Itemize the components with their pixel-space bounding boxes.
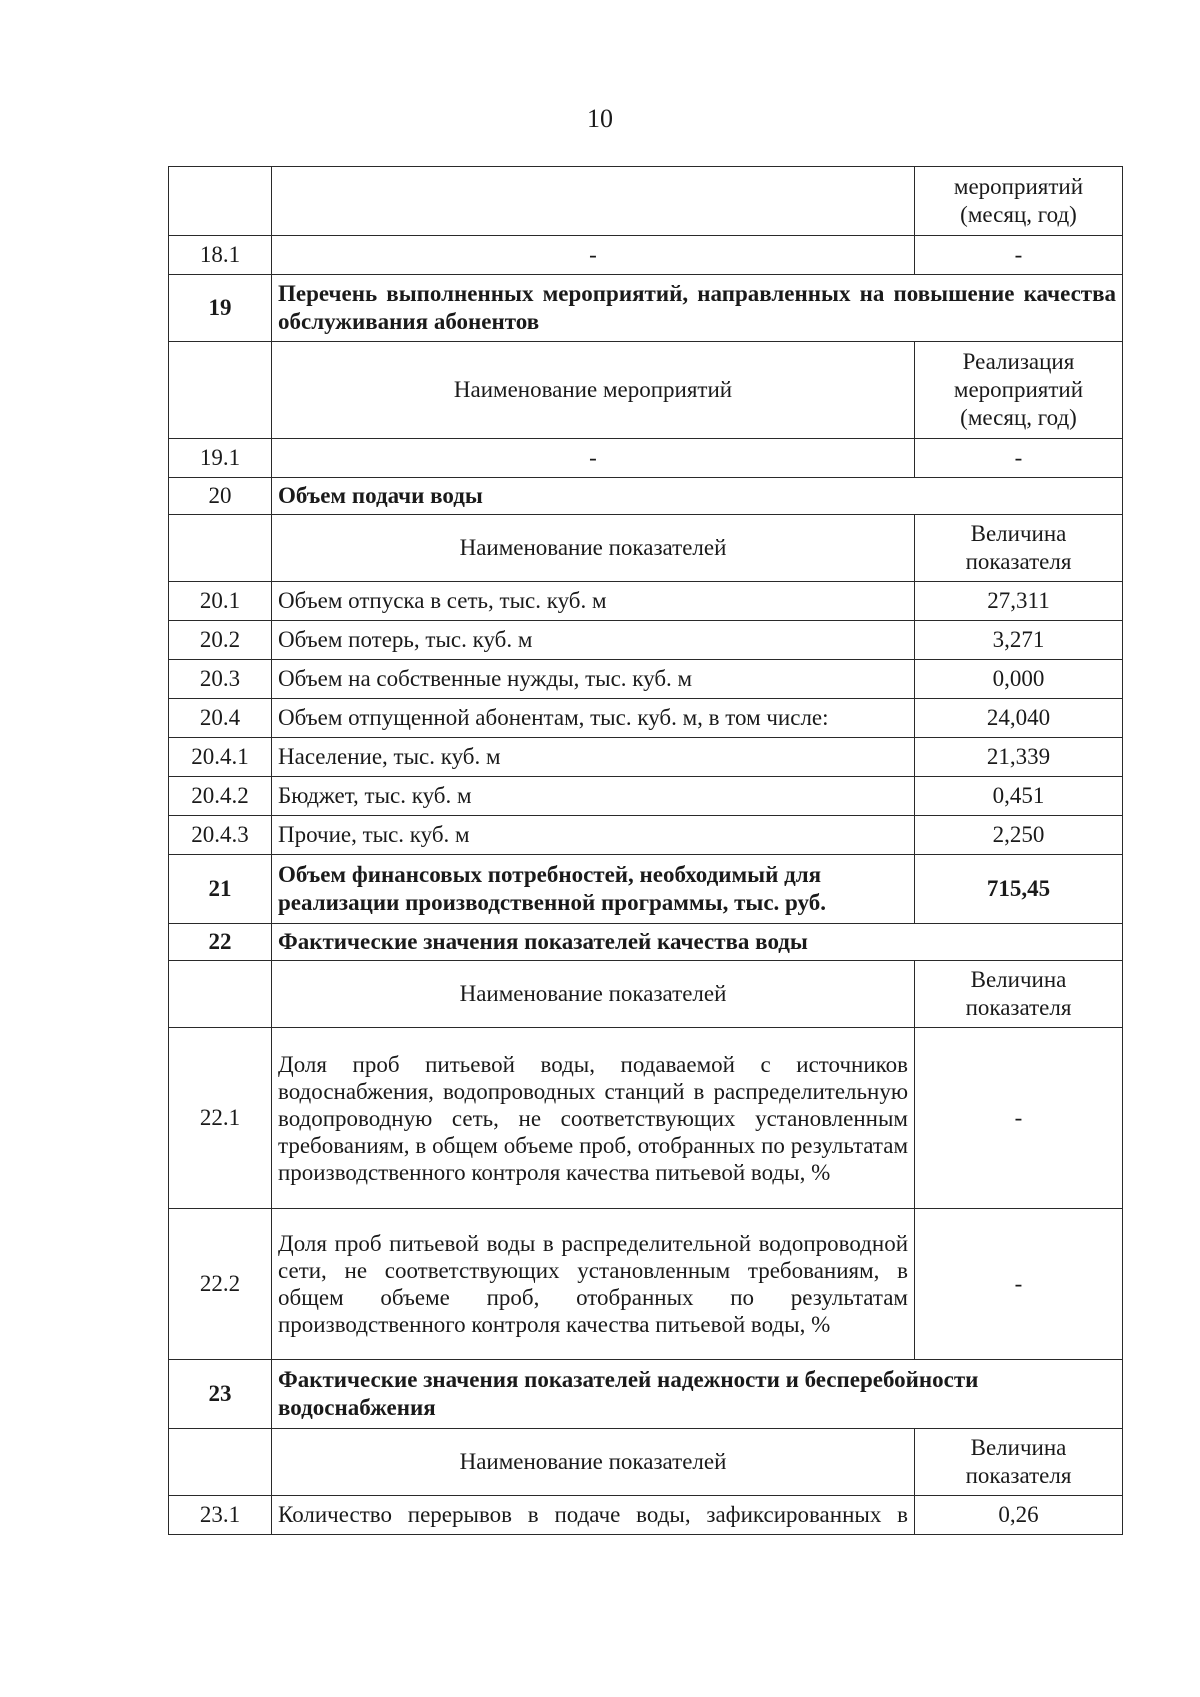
row-value: 2,250 [915, 816, 1123, 855]
page-number: 10 [587, 104, 613, 133]
section-number: 20 [169, 478, 272, 515]
row-number: 18.1 [169, 236, 272, 275]
row-number: 20.3 [169, 660, 272, 699]
table-row [169, 1028, 1123, 1209]
section-row [169, 1360, 1123, 1429]
row-value: - [915, 439, 1123, 478]
row-value: 0,26 [915, 1496, 1123, 1535]
table-row [169, 777, 1123, 816]
column-header-value: Реализация мероприятий (месяц, год) [915, 342, 1123, 439]
row-value: 0,451 [915, 777, 1123, 816]
row-name: - [272, 236, 915, 275]
table-row [169, 738, 1123, 777]
row-number: 20.4 [169, 699, 272, 738]
section-title: Фактические значения показателей надежности и бесперебойности водоснабжения [272, 1360, 1123, 1429]
row-value: 715,45 [915, 855, 1123, 924]
table-row [169, 582, 1123, 621]
section-title: Перечень выполненных мероприятий, направленных на повышение качества обслуживания абонентов [272, 275, 1123, 342]
row-name: Объем финансовых потребностей, необходимый для реализации производственной программы, тыс. руб. [272, 855, 915, 924]
row-value: - [915, 1209, 1123, 1360]
section-number: 23 [169, 1360, 272, 1429]
section-row [169, 924, 1123, 961]
section-row [169, 275, 1123, 342]
section-row [169, 478, 1123, 515]
row-name: Объем отпуска в сеть, тыс. куб. м [272, 582, 915, 621]
section-number: 22 [169, 924, 272, 961]
table-row [169, 236, 1123, 275]
table-row [169, 699, 1123, 738]
column-header-row [169, 961, 1123, 1028]
column-header-name: Наименование показателей [272, 1429, 915, 1496]
row-name: Бюджет, тыс. куб. м [272, 777, 915, 816]
row-value: 27,311 [915, 582, 1123, 621]
row-number: 23.1 [169, 1496, 272, 1535]
table-row [169, 621, 1123, 660]
row-number: 20.4.2 [169, 777, 272, 816]
row-number: 22.1 [169, 1028, 272, 1209]
table-row [169, 1209, 1123, 1360]
row-value: 21,339 [915, 738, 1123, 777]
column-header-value: Величина показателя [915, 1429, 1123, 1496]
row-value: - [915, 236, 1123, 275]
table-row [169, 855, 1123, 924]
row-name: - [272, 439, 915, 478]
row-name: Объем отпущенной абонентам, тыс. куб. м, в том числе: [272, 699, 915, 738]
row-number: 20.1 [169, 582, 272, 621]
row-name: Доля проб питьевой воды в распределительной водопроводной сети, не соответствующих установленным требованиям, в общем объеме проб, отобранных по результатам производственного контроля качества питьевой воды, % [272, 1209, 915, 1360]
table-row [169, 439, 1123, 478]
row-number: 20.4.1 [169, 738, 272, 777]
column-header-value: мероприятий (месяц, год) [915, 167, 1123, 236]
section-title: Фактические значения показателей качества воды [272, 924, 1123, 961]
row-number-cell [169, 1429, 272, 1496]
table-row [169, 660, 1123, 699]
row-number-cell [169, 167, 272, 236]
row-name: Количество перерывов в подаче воды, зафиксированных в [272, 1496, 915, 1535]
row-number: 22.2 [169, 1209, 272, 1360]
indicators-table [168, 166, 1123, 1535]
row-number: 20.4.3 [169, 816, 272, 855]
column-header-value: Величина показателя [915, 961, 1123, 1028]
row-value: - [915, 1028, 1123, 1209]
row-name: Прочие, тыс. куб. м [272, 816, 915, 855]
row-value: 3,271 [915, 621, 1123, 660]
column-header-row [169, 515, 1123, 582]
row-name: Объем на собственные нужды, тыс. куб. м [272, 660, 915, 699]
column-header-name: Наименование мероприятий [272, 342, 915, 439]
table-row [169, 1496, 1123, 1535]
row-value: 24,040 [915, 699, 1123, 738]
table-row [169, 167, 1123, 236]
row-number: 21 [169, 855, 272, 924]
row-name-cell [272, 167, 915, 236]
column-header-row [169, 1429, 1123, 1496]
section-number: 19 [169, 275, 272, 342]
column-header-value: Величина показателя [915, 515, 1123, 582]
row-name: Объем потерь, тыс. куб. м [272, 621, 915, 660]
row-number-cell [169, 961, 272, 1028]
row-name: Доля проб питьевой воды, подаваемой с источников водоснабжения, водопроводных станций в распределительную водопроводную сеть, не соответствующих установленным требованиям, в общем объеме проб, отобранных по результатам производственного контроля качества питьевой воды, % [272, 1028, 915, 1209]
section-title: Объем подачи воды [272, 478, 1123, 515]
row-name: Население, тыс. куб. м [272, 738, 915, 777]
row-number-cell [169, 342, 272, 439]
row-number: 20.2 [169, 621, 272, 660]
row-number: 19.1 [169, 439, 272, 478]
row-value: 0,000 [915, 660, 1123, 699]
column-header-name: Наименование показателей [272, 515, 915, 582]
column-header-name: Наименование показателей [272, 961, 915, 1028]
column-header-row [169, 342, 1123, 439]
row-number-cell [169, 515, 272, 582]
table-row [169, 816, 1123, 855]
